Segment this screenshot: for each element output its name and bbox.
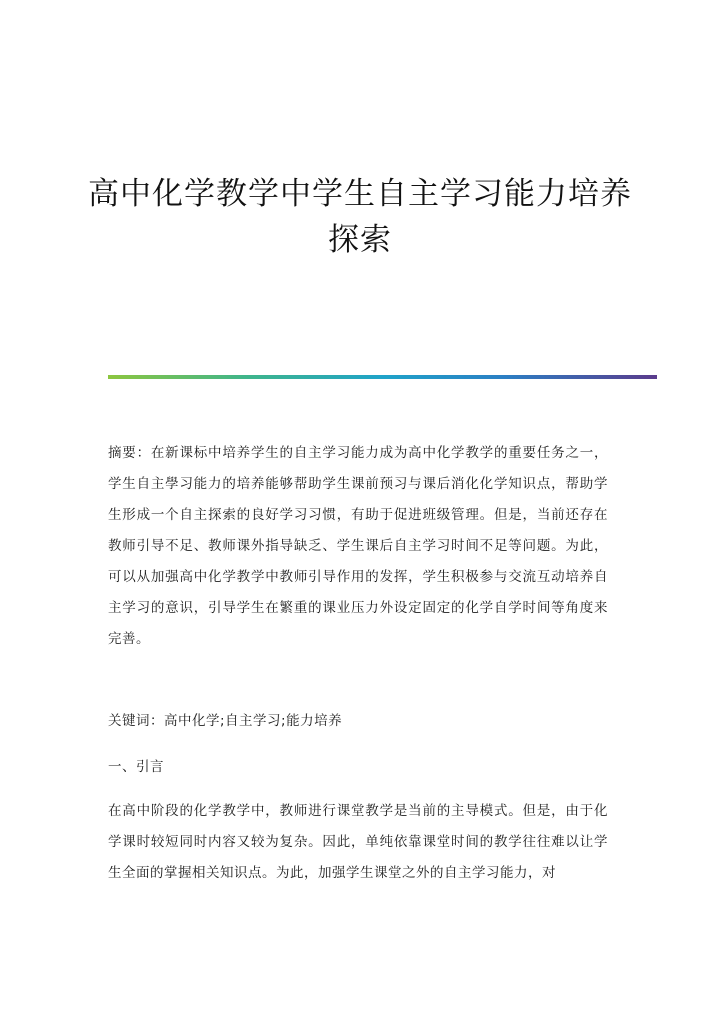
abstract-paragraph: 摘要：在新课标中培养学生的自主学习能力成为高中化学教学的重要任务之一，学生自主學习能力的培养能够帮助学生课前预习与课后消化化学知识点，帮助学生形成一个自主探索的良好学习习惯，有助于促进班级管理。但是，当前还存在教师引导不足、教师课外指导缺乏、学生课后自主学习时间不足等问题。为此，可以从加强高中化学教学中教师引导作用的发挥，学生积极参与交流互动培养自主学习的意识，引导学生在繁重的课业压力外设定固定的化学自学时间等角度来完善。 [108,445,608,647]
keywords-label: 关键词： [108,713,164,729]
introduction-paragraph: 在高中阶段的化学教学中，教师进行课堂教学是当前的主导模式。但是，由于化学课时较短同时内容又较为复杂。因此，单纯依靠课堂时间的教学往往难以让学生全面的掌握相关知识点。为此，加强学生课堂之外的自主学习能力，对 [108,803,608,881]
keywords-value: 高中化学;自主学习;能力培养 [164,713,343,729]
section-heading-introduction: 一、引言 [108,759,164,775]
document-title-line-1: 高中化学教学中学生自主学习能力培养 [88,176,632,212]
document-title-line-2: 探索 [328,222,392,258]
keywords-line [108,706,608,737]
gradient-divider [108,375,657,379]
